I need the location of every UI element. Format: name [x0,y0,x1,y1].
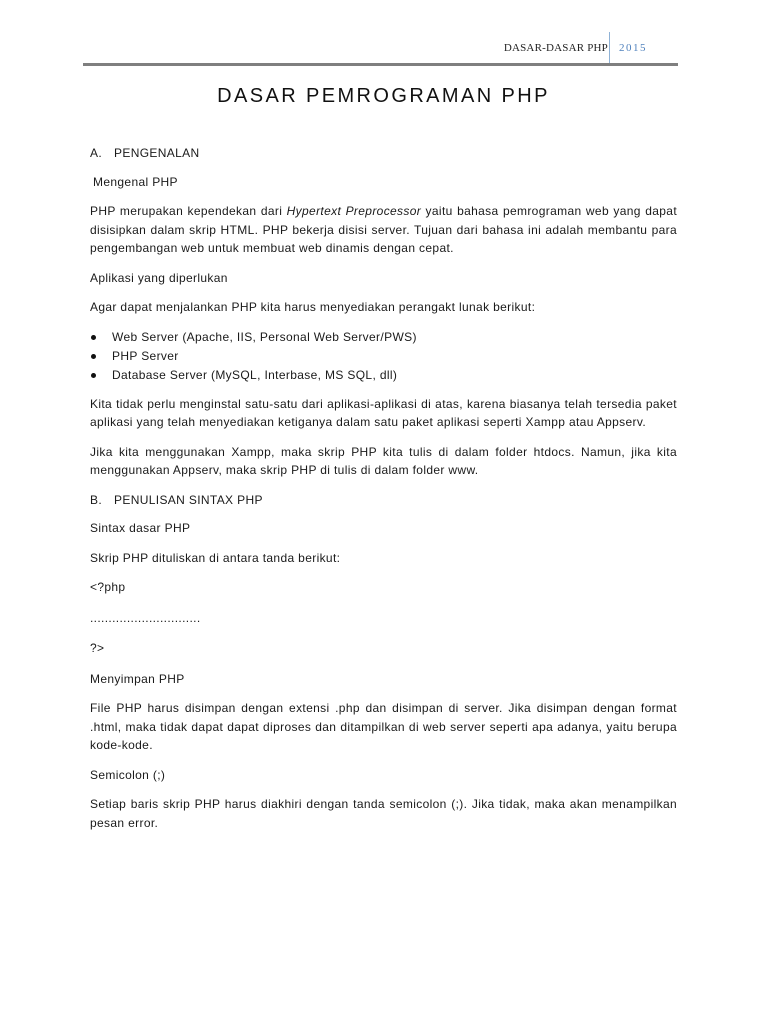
header-rule [83,63,678,66]
paragraph-aplikasi-intro: Agar dapat menjalankan PHP kita harus menyediakan perangakt lunak berikut: [90,300,536,314]
subheading-mengenal-php: Mengenal PHP [93,174,178,189]
paragraph-paket: Kita tidak perlu menginstal satu-satu dari aplikasi-aplikasi di atas, karena biasanya telah tersedia paket aplikasi yang telah menyediakan ketiganya dalam satu paket aplikasi seperti Xampp atau Appserv. [90,396,677,429]
subheading-semicolon: Semicolon (;) [90,767,166,782]
section-heading-b [90,491,677,510]
document-title: DASAR PEMROGRAMAN PHP [217,85,550,107]
section-number: A. [90,146,103,160]
list-item-text: PHP Server [112,348,179,363]
bullet-icon [91,373,96,378]
bullet-icon [91,335,96,340]
header-year: 2015 [619,42,647,54]
code-placeholder: .............................. [90,610,201,625]
paragraph-semicolon: Setiap baris skrip PHP harus diakhiri dengan tanda semicolon (;). Jika tidak, maka akan menampilkan pesan error. [90,797,677,830]
subheading-aplikasi: Aplikasi yang diperlukan [90,270,228,285]
software-list [90,328,677,385]
list-item-text: Database Server (MySQL, Interbase, MS SQL, dll) [112,367,398,382]
section-label: PENGENALAN [114,146,200,160]
paragraph-menyimpan: File PHP harus disimpan dengan extensi .php dan disimpan di server. Jika disimpan dengan format .html, maka tidak dapat dapat diproses dan ditampilkan di web server seperti apa adanya, yaitu berupa kode-kode. [90,701,677,752]
subheading-sintax: Sintax dasar PHP [90,521,191,535]
paragraph-intro [90,202,677,258]
paragraph-intro-start: PHP merupakan kependekan dari [90,204,287,218]
term-hypertext-preprocessor: Hypertext Preprocessor [286,204,422,218]
header-separator [609,32,610,64]
code-close-tag: ?> [90,641,105,655]
paragraph-sintax-intro: Skrip PHP dituliskan di antara tanda berikut: [90,550,341,565]
subheading-menyimpan: Menyimpan PHP [90,671,185,686]
document-body [90,84,677,843]
running-header [470,38,768,58]
section-heading-a [90,144,677,163]
paragraph-intro-rest: yaitu bahasa pemrograman web yang dapat disisipkan dalam skrip HTML. PHP bekerja disisi server. Tujuan dari bahasa ini adalah membantu para pengembangan web untuk membuat web dinamis dengan cepat. [90,204,677,255]
list-item [90,347,677,366]
section-label: PENULISAN SINTAX PHP [114,492,263,507]
list-item-text: Web Server (Apache, IIS, Personal Web Server/PWS) [112,329,417,344]
list-item [90,328,677,347]
code-open-tag: <?php [90,580,126,594]
header-title: DASAR-DASAR PHP [503,42,608,54]
bullet-icon [91,354,96,359]
paragraph-folder: Jika kita menggunakan Xampp, maka skrip PHP kita tulis di dalam folder htdocs. Namun, jika kita menggunakan Appserv, maka skrip PHP di tulis di dalam folder www. [90,444,677,477]
list-item [90,366,677,385]
section-number: B. [90,492,103,507]
